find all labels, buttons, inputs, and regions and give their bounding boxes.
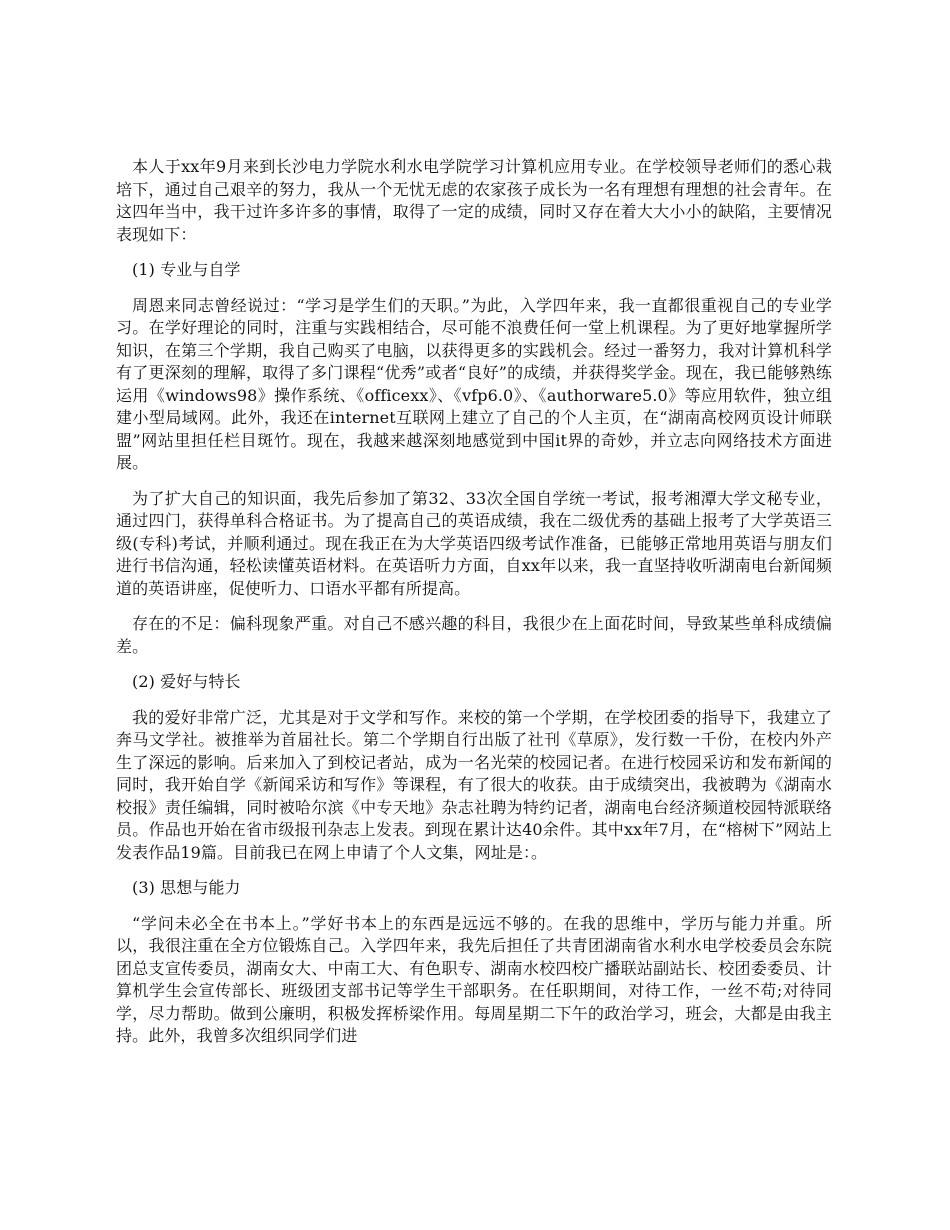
- intro-paragraph: 本人于xx年9月来到长沙电力学院水利水电学院学习计算机应用专业。在学校领导老师们的悉心栽培下，通过自己艰辛的努力，我从一个无忧无虑的农家孩子成长为一名有理想有理想的社会青年。在这四年当中，我干过许多许多的事情，取得了一定的成绩，同时又存在着大大小小的缺陷，主要情况表现如下：: [116, 157, 832, 244]
- section-heading-study: (1) 专业与自学: [132, 260, 241, 279]
- knowledge-paragraph: 为了扩大自己的知识面，我先后参加了第32、33次全国自学统一考试，报考湘潭大学文秘专业，通过四门，获得单科合格证书。为了提高自己的英语成绩，我在二级优秀的基础上报考了大学英语三级(专科)考试，并顺利通过。现在我正在为大学英语四级考试作准备，已能够正常地用英语与朋友们进行书信沟通，轻松读懂英语材料。在英语听力方面，自xx年以来，我一直坚持收听湖南电台新闻频道的英语讲座，促使听力、口语水平都有所提高。: [116, 488, 832, 598]
- shortcomings-paragraph: 存在的不足：偏科现象严重。对自己不感兴趣的科目，我很少在上面花时间，导致某些单科成绩偏差。: [116, 614, 832, 656]
- study-paragraph: 周恩来同志曾经说过：“学习是学生们的天职。”为此，入学四年来，我一直都很重视自己的专业学习。在学好理论的同时，注重与实践相结合，尽可能不浪费任何一堂上机课程。为了更好地掌握所学知识，在第三个学期，我自己购买了电脑，以获得更多的实践机会。经过一番努力，我对计算机科学有了更深刻的理解，取得了多门课程“优秀”或者“良好”的成绩，并获得奖学金。现在，我已能够熟练运用《windows98》操作系统、《officexx》、《vfp6.0》、《authorware5.0》等应用软件，独立组建小型局域网。此外，我还在internet互联网上建立了自己的个人主页，在“湖南高校网页设计师联盟”网站里担任栏目斑竹。现在，我越来越深刻地感觉到中国it界的奇妙，并立志向网络技术方面进展。: [116, 295, 832, 472]
- section-heading-hobbies: (2) 爱好与特长: [132, 672, 241, 691]
- section-heading-thinking: (3) 思想与能力: [132, 878, 241, 897]
- hobbies-paragraph: 我的爱好非常广泛，尤其是对于文学和写作。来校的第一个学期，在学校团委的指导下，我建立了奔马文学社。被推举为首届社长。第二个学期自行出版了社刊《草原》，发行数一千份，在校内外产生了深远的影响。后来加入了到校记者站，成为一名光荣的校园记者。在进行校园采访和发布新闻的同时，我开始自学《新闻采访和写作》等课程，有了很大的收获。由于成绩突出，我被聘为《湖南水校报》责任编辑，同时被哈尔滨《中专天地》杂志社聘为特约记者，湖南电台经济频道校园特派联络员。作品也开始在省市级报刊杂志上发表。到现在累计达40余件。其中xx年7月，在“榕树下”网站上发表作品19篇。目前我已在网上申请了个人文集，网址是：。: [116, 707, 832, 862]
- thinking-paragraph: “学问未必全在书本上。”学好书本上的东西是远远不够的。在我的思维中，学历与能力并重。所以，我很注重在全方位锻炼自己。入学四年来，我先后担任了共青团湖南省水利水电学校委员会东院团总支宣传委员，湖南女大、中南工大、有色职专、湖南水校四校广播联站副站长、校团委委员、计算机学生会宣传部长、班级团支部书记等学生干部职务。在任职期间，对待工作，一丝不苟;对待同学，尽力帮助。做到公廉明，积极发挥桥梁作用。每周星期二下午的政治学习，班会，大都是由我主持。此外，我曾多次组织同学们进: [116, 913, 832, 1045]
